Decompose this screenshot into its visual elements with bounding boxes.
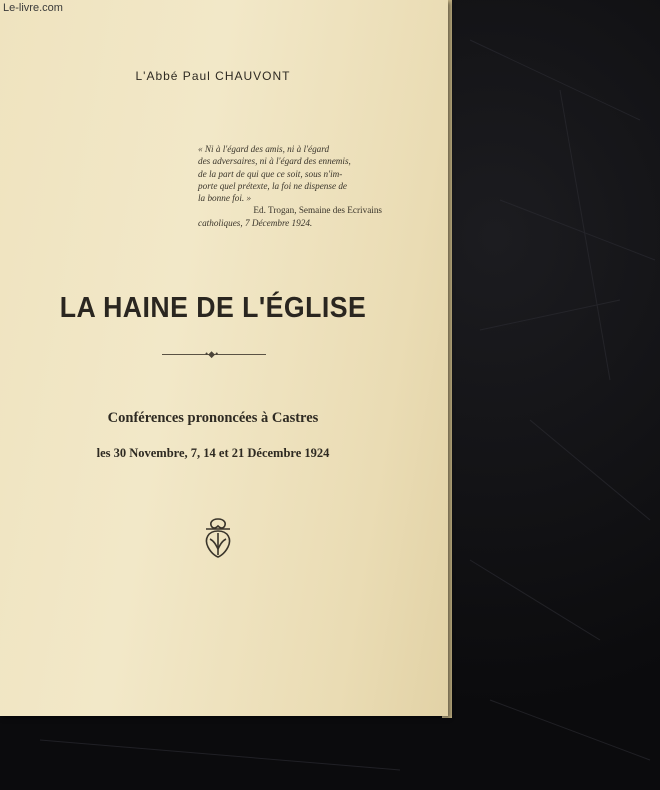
fleuron-icon — [200, 515, 236, 561]
epigraph-attribution-date: catholiques, 7 Décembre 1924. — [198, 217, 313, 228]
epigraph-line: de la part de qui que ce soit, sous n'im- — [198, 168, 343, 179]
epigraph-line: la bonne foi. » — [198, 193, 252, 204]
author-line: L'Abbé Paul CHAUVONT — [135, 69, 291, 83]
epigraph-attribution: Ed. Trogan, Semaine des Ecrivains — [253, 205, 382, 216]
divider-ornament-icon: •◆• — [205, 349, 219, 359]
conference-dates: les 30 Novembre, 7, 14 et 21 Décembre 1924 — [96, 446, 330, 460]
epigraph-line: porte quel prétexte, la foi ne dispense de — [198, 180, 348, 191]
book-title: LA HAINE DE L'ÉGLISE — [59, 292, 367, 324]
epigraph-line: « Ni à l'égard des amis, ni à l'égard — [198, 144, 330, 154]
epigraph-line: des adversaires, ni à l'égard des ennemis, — [198, 156, 351, 167]
epigraph — [198, 143, 382, 229]
watermark: Le-livre.com — [3, 2, 63, 14]
subtitle: Conférences prononcées à Castres — [107, 410, 319, 426]
